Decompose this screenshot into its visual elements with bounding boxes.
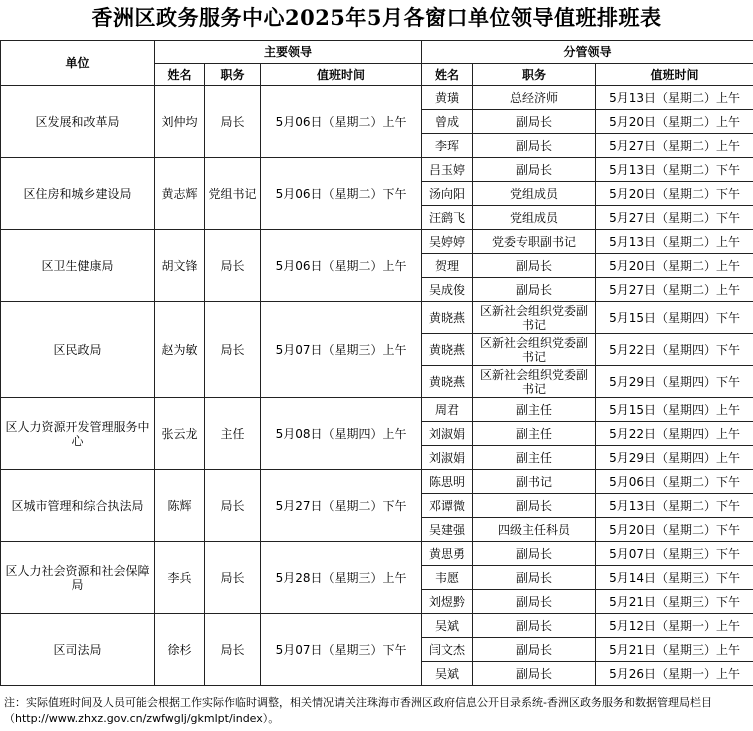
page-title: 香洲区政务服务中心2025年5月各窗口单位领导值班排班表 — [91, 5, 662, 30]
secondary-leader-name-cell: 陈思明 — [422, 470, 473, 494]
secondary-leader-position-cell: 副书记 — [473, 470, 596, 494]
secondary-leader-position-cell: 四级主任科员 — [473, 518, 596, 542]
table-row — [1, 398, 753, 422]
primary-leader-time-cell: 5月06日（星期二）上午 — [261, 230, 422, 302]
secondary-leader-time-cell: 5月13日（星期二）下午 — [596, 158, 753, 182]
primary-leader-time-cell: 5月08日（星期四）上午 — [261, 398, 422, 470]
header-primary-name: 姓名 — [155, 64, 205, 86]
table-row — [1, 470, 753, 494]
secondary-leader-position-cell: 区新社会组织党委副书记 — [473, 366, 596, 398]
unit-name-cell: 区住房和城乡建设局 — [1, 158, 155, 230]
secondary-leader-time-cell: 5月15日（星期四）上午 — [596, 398, 753, 422]
secondary-leader-time-cell: 5月22日（星期四）上午 — [596, 422, 753, 446]
unit-name-cell: 区民政局 — [1, 302, 155, 398]
secondary-leader-name-cell: 吴斌 — [422, 614, 473, 638]
primary-leader-position-cell: 局长 — [205, 542, 261, 614]
secondary-leader-time-cell: 5月07日（星期三）下午 — [596, 542, 753, 566]
secondary-leader-name-cell: 周君 — [422, 398, 473, 422]
secondary-leader-time-cell: 5月21日（星期三）上午 — [596, 638, 753, 662]
primary-leader-position-cell: 局长 — [205, 614, 261, 686]
secondary-leader-position-cell: 副局长 — [473, 614, 596, 638]
primary-leader-name-cell: 胡文锋 — [155, 230, 205, 302]
unit-name-cell: 区卫生健康局 — [1, 230, 155, 302]
secondary-leader-name-cell: 汪鹞飞 — [422, 206, 473, 230]
unit-name-cell: 区城市管理和综合执法局 — [1, 470, 155, 542]
secondary-leader-position-cell: 副局长 — [473, 566, 596, 590]
secondary-leader-position-cell: 副主任 — [473, 446, 596, 470]
primary-leader-time-cell: 5月27日（星期二）下午 — [261, 470, 422, 542]
table-row — [1, 230, 753, 254]
table-row — [1, 302, 753, 334]
primary-leader-time-cell: 5月07日（星期三）下午 — [261, 614, 422, 686]
secondary-leader-time-cell: 5月20日（星期二）上午 — [596, 110, 753, 134]
primary-leader-name-cell: 徐杉 — [155, 614, 205, 686]
secondary-leader-name-cell: 黄璜 — [422, 86, 473, 110]
primary-leader-name-cell: 赵为敏 — [155, 302, 205, 398]
primary-leader-time-cell: 5月28日（星期三）上午 — [261, 542, 422, 614]
header-secondary-name: 姓名 — [422, 64, 473, 86]
primary-leader-position-cell: 党组书记 — [205, 158, 261, 230]
secondary-leader-time-cell: 5月12日（星期一）上午 — [596, 614, 753, 638]
secondary-leader-name-cell: 刘淑娟 — [422, 422, 473, 446]
header-secondary-time: 值班时间 — [596, 64, 753, 86]
secondary-leader-position-cell: 总经济师 — [473, 86, 596, 110]
secondary-leader-position-cell: 副局长 — [473, 542, 596, 566]
secondary-leader-position-cell: 副主任 — [473, 398, 596, 422]
table-row — [1, 614, 753, 638]
header-primary-leaders: 主要领导 — [155, 41, 422, 64]
table-row — [1, 158, 753, 182]
duty-roster-table — [0, 40, 753, 686]
secondary-leader-position-cell: 副局长 — [473, 278, 596, 302]
secondary-leader-time-cell: 5月20日（星期二）下午 — [596, 518, 753, 542]
header-primary-time: 值班时间 — [261, 64, 422, 86]
secondary-leader-position-cell: 副局长 — [473, 494, 596, 518]
secondary-leader-time-cell: 5月20日（星期二）上午 — [596, 254, 753, 278]
secondary-leader-position-cell: 副局长 — [473, 134, 596, 158]
secondary-leader-name-cell: 黄晓燕 — [422, 302, 473, 334]
unit-name-cell: 区人力社会资源和社会保障局 — [1, 542, 155, 614]
secondary-leader-position-cell: 党组成员 — [473, 206, 596, 230]
secondary-leader-name-cell: 吕玉婷 — [422, 158, 473, 182]
secondary-leader-name-cell: 刘淑娟 — [422, 446, 473, 470]
primary-leader-name-cell: 刘仲均 — [155, 86, 205, 158]
header-unit: 单位 — [1, 41, 155, 86]
primary-leader-position-cell: 局长 — [205, 86, 261, 158]
secondary-leader-time-cell: 5月27日（星期二）下午 — [596, 206, 753, 230]
secondary-leader-position-cell: 副主任 — [473, 422, 596, 446]
primary-leader-time-cell: 5月06日（星期二）上午 — [261, 86, 422, 158]
unit-name-cell: 区司法局 — [1, 614, 155, 686]
secondary-leader-position-cell: 区新社会组织党委副书记 — [473, 334, 596, 366]
secondary-leader-time-cell: 5月15日（星期四）下午 — [596, 302, 753, 334]
secondary-leader-time-cell: 5月27日（星期二）上午 — [596, 278, 753, 302]
secondary-leader-name-cell: 刘煜黔 — [422, 590, 473, 614]
secondary-leader-name-cell: 贺理 — [422, 254, 473, 278]
secondary-leader-name-cell: 黄晓燕 — [422, 334, 473, 366]
secondary-leader-name-cell: 邓谭微 — [422, 494, 473, 518]
header-secondary-leaders: 分管领导 — [422, 41, 753, 64]
secondary-leader-name-cell: 黄思勇 — [422, 542, 473, 566]
footnote: 注：实际值班时间及人员可能会根据工作实际作临时调整，相关情况请关注珠海市香洲区政府信息公开目录系统-香洲区政务服务和数据管理局栏目（http://www.zhxz.gov.cn/zwfwglj/gkmlpt/index）。 — [4, 696, 712, 725]
header-primary-position: 职务 — [205, 64, 261, 86]
secondary-leader-position-cell: 副局长 — [473, 110, 596, 134]
primary-leader-name-cell: 黄志辉 — [155, 158, 205, 230]
secondary-leader-time-cell: 5月27日（星期二）上午 — [596, 134, 753, 158]
secondary-leader-time-cell: 5月13日（星期二）下午 — [596, 494, 753, 518]
secondary-leader-position-cell: 副局长 — [473, 254, 596, 278]
secondary-leader-position-cell: 副局长 — [473, 158, 596, 182]
primary-leader-name-cell: 张云龙 — [155, 398, 205, 470]
secondary-leader-time-cell: 5月22日（星期四）下午 — [596, 334, 753, 366]
primary-leader-position-cell: 主任 — [205, 398, 261, 470]
header-row-groups — [1, 41, 753, 64]
primary-leader-position-cell: 局长 — [205, 230, 261, 302]
primary-leader-position-cell: 局长 — [205, 470, 261, 542]
secondary-leader-position-cell: 副局长 — [473, 590, 596, 614]
secondary-leader-time-cell: 5月21日（星期三）下午 — [596, 590, 753, 614]
secondary-leader-time-cell: 5月06日（星期二）下午 — [596, 470, 753, 494]
secondary-leader-position-cell: 区新社会组织党委副书记 — [473, 302, 596, 334]
header-secondary-position: 职务 — [473, 64, 596, 86]
secondary-leader-name-cell: 吴婷婷 — [422, 230, 473, 254]
secondary-leader-time-cell: 5月13日（星期二）上午 — [596, 230, 753, 254]
secondary-leader-name-cell: 闫文杰 — [422, 638, 473, 662]
secondary-leader-position-cell: 副局长 — [473, 638, 596, 662]
primary-leader-name-cell: 李兵 — [155, 542, 205, 614]
primary-leader-time-cell: 5月06日（星期二）下午 — [261, 158, 422, 230]
secondary-leader-name-cell: 李珲 — [422, 134, 473, 158]
table-row — [1, 542, 753, 566]
secondary-leader-name-cell: 曾成 — [422, 110, 473, 134]
primary-leader-position-cell: 局长 — [205, 302, 261, 398]
secondary-leader-name-cell: 汤向阳 — [422, 182, 473, 206]
secondary-leader-name-cell: 吴建强 — [422, 518, 473, 542]
secondary-leader-name-cell: 韦愿 — [422, 566, 473, 590]
secondary-leader-position-cell: 党组成员 — [473, 182, 596, 206]
primary-leader-name-cell: 陈辉 — [155, 470, 205, 542]
secondary-leader-time-cell: 5月20日（星期二）下午 — [596, 182, 753, 206]
secondary-leader-time-cell: 5月29日（星期四）上午 — [596, 446, 753, 470]
secondary-leader-name-cell: 吴斌 — [422, 662, 473, 686]
secondary-leader-name-cell: 吴成俊 — [422, 278, 473, 302]
secondary-leader-time-cell: 5月13日（星期二）上午 — [596, 86, 753, 110]
secondary-leader-time-cell: 5月14日（星期三）下午 — [596, 566, 753, 590]
secondary-leader-name-cell: 黄晓燕 — [422, 366, 473, 398]
unit-name-cell: 区发展和改革局 — [1, 86, 155, 158]
secondary-leader-time-cell: 5月26日（星期一）上午 — [596, 662, 753, 686]
unit-name-cell: 区人力资源开发管理服务中心 — [1, 398, 155, 470]
table-row — [1, 86, 753, 110]
secondary-leader-position-cell: 副局长 — [473, 662, 596, 686]
secondary-leader-position-cell: 党委专职副书记 — [473, 230, 596, 254]
primary-leader-time-cell: 5月07日（星期三）上午 — [261, 302, 422, 398]
secondary-leader-time-cell: 5月29日（星期四）下午 — [596, 366, 753, 398]
